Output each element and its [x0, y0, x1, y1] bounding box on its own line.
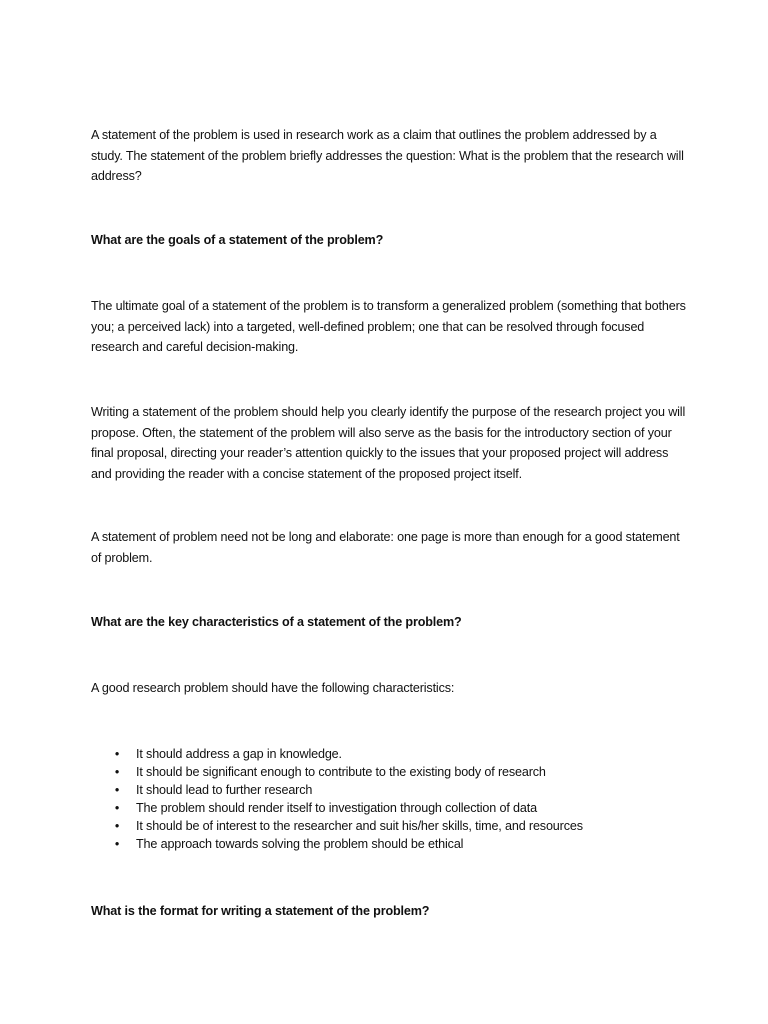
bullet-icon: •: [114, 765, 120, 779]
list-item: [112, 799, 672, 817]
list-item-text: It should be of interest to the researcher and suit his/her skills, time, and resources: [136, 819, 583, 833]
list-item: [112, 781, 672, 799]
characteristics-intro: A good research problem should have the following characteristics:: [91, 681, 455, 695]
list-item: [112, 817, 672, 835]
format-heading: What is the format for writing a statement of the problem?: [91, 904, 430, 918]
bullet-icon: •: [114, 783, 120, 797]
length-paragraph: A statement of problem need not be long and elaborate: one page is more than enough for a good statement of problem.: [91, 530, 680, 565]
list-item: [112, 745, 672, 763]
list-item-text: The problem should render itself to investigation through collection of data: [136, 801, 537, 815]
goals-heading: What are the goals of a statement of the problem?: [91, 233, 384, 247]
bullet-icon: •: [114, 801, 120, 815]
intro-paragraph: A statement of the problem is used in research work as a claim that outlines the problem addressed by a study. The statement of the problem briefly addresses the question: What is the problem that the research will address?: [91, 128, 684, 183]
bullet-icon: •: [114, 747, 120, 761]
list-item-text: It should lead to further research: [136, 783, 313, 797]
list-item-text: The approach towards solving the problem should be ethical: [136, 837, 464, 851]
list-item-text: It should address a gap in knowledge.: [136, 747, 342, 761]
writing-paragraph: Writing a statement of the problem should help you clearly identify the purpose of the research project you will propose. Often, the statement of the problem will also serve as the basis for the introductory section of your final proposal, directing your reader’s attention quickly to the issues that your proposed project will address and providing the reader with a concise statement of the proposed project itself.: [91, 405, 686, 481]
list-item: [112, 835, 672, 853]
goal-paragraph: The ultimate goal of a statement of the problem is to transform a generalized problem (something that bothers you; a perceived lack) into a targeted, well-defined problem; one that can be resolved through focused research and careful decision-making.: [91, 299, 686, 354]
bullet-icon: •: [114, 819, 120, 833]
list-item: [112, 763, 672, 781]
characteristics-list: [112, 745, 672, 853]
characteristics-heading: What are the key characteristics of a statement of the problem?: [91, 615, 462, 629]
list-item-text: It should be significant enough to contribute to the existing body of research: [136, 765, 546, 779]
bullet-icon: •: [114, 837, 120, 851]
